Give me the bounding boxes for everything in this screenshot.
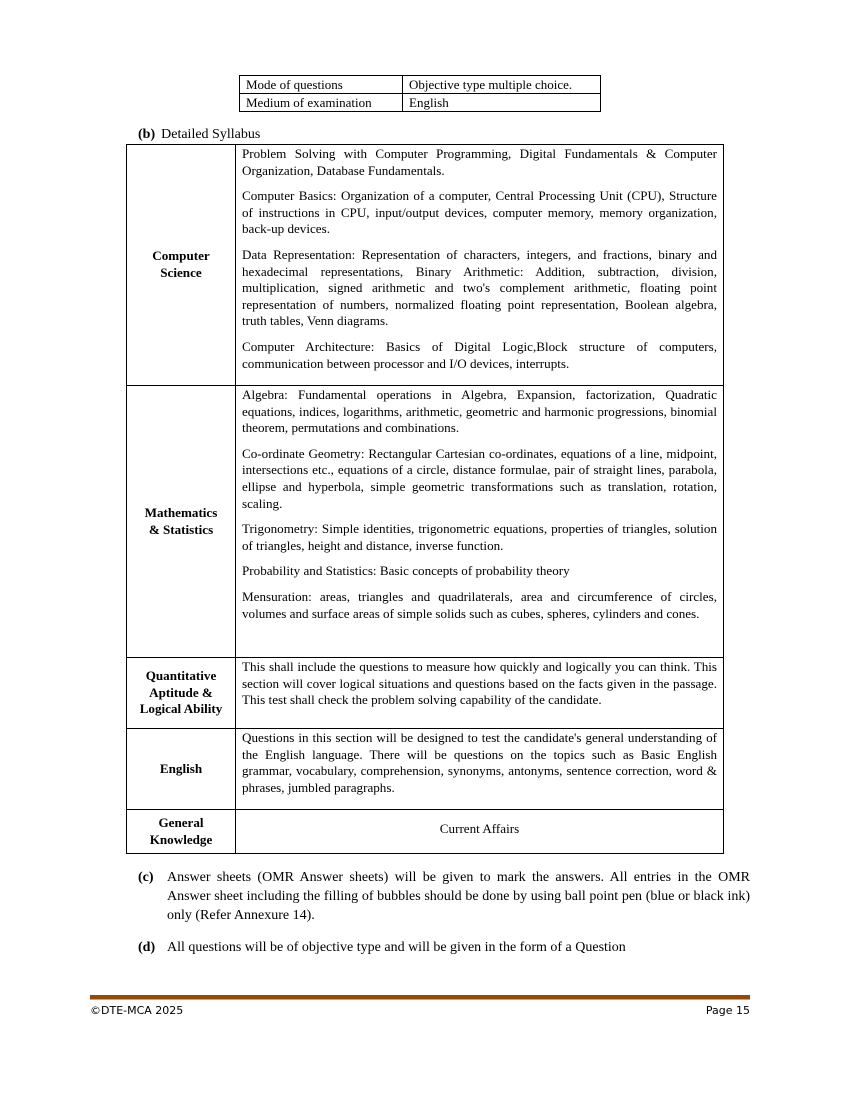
english-description: Questions in this section will be designed to test the candidate's general understanding of the English language. There will be questions on the topics such as Basic English grammar, vocabulary, comprehension, synonyms, antonyms, sentence correction, word & phrases, jumbled paragraphs. — [242, 730, 717, 795]
computer-science-topics — [236, 145, 724, 386]
section-b-title: Detailed Syllabus — [161, 127, 261, 142]
section-d-label: (d) — [138, 940, 156, 955]
math-coordinate-geometry: Co-ordinate Geometry: Rectangular Cartesian co-ordinates, equations of a line, midpoint, intersections etc., equations of a circle, distance formulae, pair of straight lines, parabola, ellipse and hyperbola, simple geometric transformations such as translation, rotation, scaling. — [242, 445, 717, 511]
subject-mathematics: Mathematics & Statistics — [127, 386, 236, 658]
syllabus-row-english — [127, 729, 724, 810]
section-c — [138, 868, 750, 925]
section-d — [138, 938, 750, 957]
syllabus-row-mathematics — [127, 386, 724, 658]
math-algebra: Algebra: Fundamental operations in Algebra, Expansion, factorization, Quadratic equations, indices, logarithms, arithmetic, geometric and harmonic progressions, binomial theorem, permutations and combinations. — [242, 387, 717, 436]
section-b-label: (b) — [138, 127, 156, 142]
section-b-heading — [138, 127, 260, 143]
mode-label: Mode of questions — [240, 76, 403, 94]
subject-general-knowledge: General Knowledge — [127, 810, 236, 854]
syllabus-row-computer-science — [127, 145, 724, 386]
quantitative-topics — [236, 658, 724, 729]
math-trigonometry: Trigonometry: Simple identities, trigonometric equations, properties of triangles, solution of triangles, height and distance, inverse function. — [242, 521, 717, 553]
medium-value: English — [403, 94, 601, 112]
section-c-label: (c) — [138, 870, 154, 885]
mode-value: Objective type multiple choice. — [403, 76, 601, 94]
exam-mode-table — [239, 75, 601, 112]
table-row — [240, 94, 601, 112]
page-number: Page 15 — [705, 1004, 750, 1017]
table-row — [240, 76, 601, 94]
cs-overview: Problem Solving with Computer Programming, Digital Fundamentals & Computer Organization, Database Fundamentals. — [242, 146, 717, 178]
math-probability: Probability and Statistics: Basic concepts of probability theory — [242, 563, 570, 579]
cs-data-representation: Data Representation: Representation of characters, integers, and fractions, binary and hexadecimal representations, Binary Arithmetic: Addition, subtraction, division, multiplication, signed arithmetic and two's complement arithmetic, floating point representation of numbers, normalized floating point representation, Boolean algebra, truth tables, Venn diagrams. — [242, 246, 717, 329]
mathematics-topics — [236, 386, 724, 658]
math-mensuration: Mensuration: areas, triangles and quadrilaterals, area and circumference of circles, volumes and surface areas of simple solids such as cubes, spheres, cylinders and cones. — [242, 588, 717, 621]
subject-english: English — [127, 729, 236, 810]
medium-label: Medium of examination — [240, 94, 403, 112]
general-knowledge-topics: Current Affairs — [236, 810, 724, 854]
footer-divider — [90, 995, 750, 1000]
quant-description: This shall include the questions to measure how quickly and logically you can think. This section will cover logical situations and questions based on the facts given in the passage. This test shall check the problem solving capability of the candidate. — [242, 659, 717, 708]
subject-quantitative: Quantitative Aptitude & Logical Ability — [127, 658, 236, 729]
subject-computer-science: Computer Science — [127, 145, 236, 386]
english-topics — [236, 729, 724, 810]
syllabus-table — [126, 144, 724, 854]
syllabus-row-general-knowledge — [127, 810, 724, 854]
footer-copyright: ©DTE-MCA 2025 — [90, 1004, 184, 1017]
cs-computer-basics: Computer Basics: Organization of a computer, Central Processing Unit (CPU), Structure of instructions in CPU, input/output devices, computer memory, memory organization, back-up devices. — [242, 188, 717, 237]
section-c-text: Answer sheets (OMR Answer sheets) will be given to mark the answers. All entries in the OMR Answer sheet including the filling of bubbles should be done by using ball point pen (blue or black ink) only (Refer Annexure 14). — [167, 870, 750, 923]
section-d-text: All questions will be of objective type and will be given in the form of a Question — [167, 940, 626, 955]
syllabus-row-quantitative — [127, 658, 724, 729]
cs-computer-architecture: Computer Architecture: Basics of Digital Logic,Block structure of computers, communication between processor and I/O devices, interrupts. — [242, 338, 717, 371]
